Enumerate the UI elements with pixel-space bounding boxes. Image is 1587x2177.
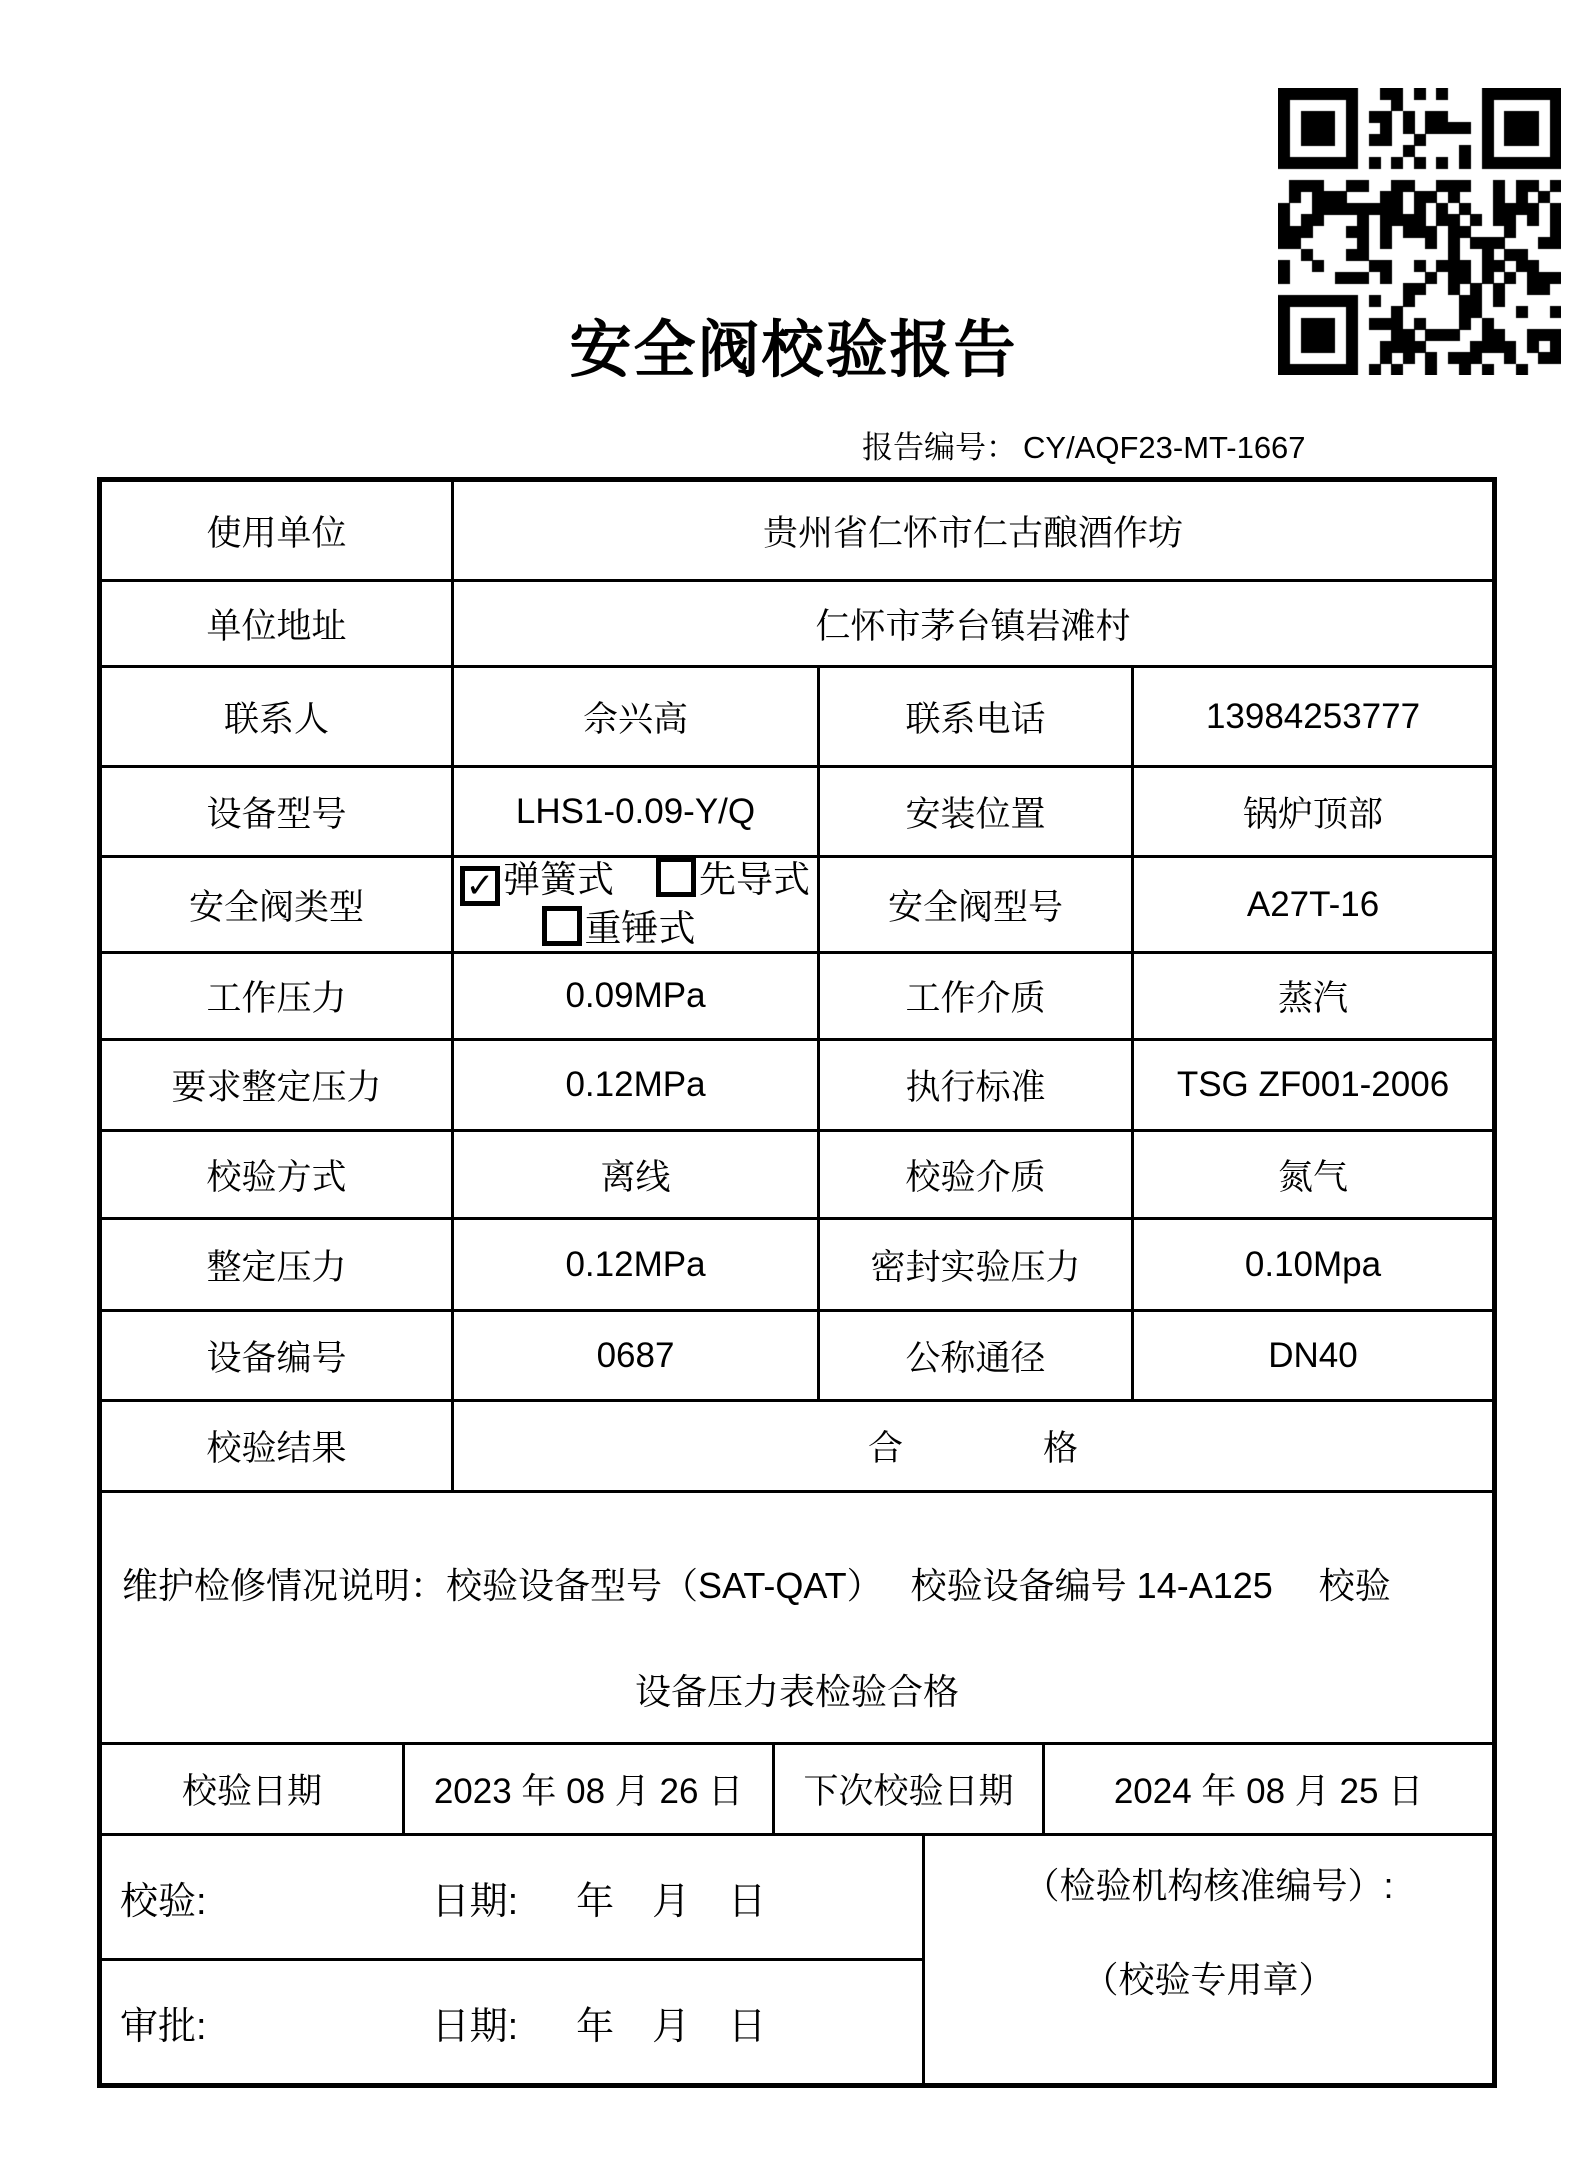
table-row [102, 768, 1492, 858]
set-pressure-value: 0.12MPa [454, 1220, 820, 1309]
seal-pressure-value: 0.10Mpa [1244, 1244, 1382, 1284]
calibration-seal: （校验专用章） [1082, 1959, 1335, 2000]
table-row [102, 482, 1492, 582]
contact-value: 佘兴高 [454, 668, 820, 765]
valve-type-options [454, 858, 820, 951]
req-set-pressure-value: 0.12MPa [454, 1041, 820, 1129]
table-row [102, 1402, 1492, 1493]
org-seal-cell [925, 1836, 1492, 2083]
calib-method-value: 离线 [454, 1132, 820, 1217]
standard-value: TSG ZF001-2006 [1176, 1065, 1450, 1104]
calibrator-ymd: 年 月 日 [576, 1880, 767, 1923]
work-pressure-label: 工作压力 [102, 954, 454, 1038]
calibrator-date-label: 日期: [431, 1880, 519, 1923]
approver-sign-row [102, 1961, 922, 2083]
result-label: 校验结果 [102, 1402, 454, 1490]
signature-left [102, 1836, 925, 2083]
valve-type-label: 安全阀类型 [102, 858, 454, 951]
diameter-value: DN40 [1268, 1335, 1358, 1375]
calib-medium-label: 校验介质 [820, 1132, 1134, 1217]
req-set-pressure-label: 要求整定压力 [102, 1041, 454, 1129]
seal-pressure-label: 密封实验压力 [820, 1220, 1134, 1309]
table-row [102, 1132, 1492, 1220]
table-row [102, 668, 1492, 768]
valve-model-label: 安全阀型号 [820, 858, 1134, 951]
signature-block [102, 1836, 1492, 2083]
report-table [97, 477, 1497, 2088]
contact-label: 联系人 [102, 668, 454, 765]
result-value: 合 格 [867, 1429, 1078, 1468]
standard-label: 执行标准 [820, 1041, 1134, 1129]
use-unit-label: 使用单位 [102, 482, 454, 579]
calib-method-label: 校验方式 [102, 1132, 454, 1217]
table-row [102, 1745, 1492, 1836]
checkbox-checked-icon: ✓ [460, 866, 500, 906]
use-unit-value: 贵州省仁怀市仁古酿酒作坊 [762, 513, 1183, 553]
unit-address-value: 仁怀市茅台镇岩滩村 [815, 606, 1131, 646]
diameter-label: 公称通径 [820, 1312, 1134, 1399]
checkbox-unchecked-icon [542, 906, 582, 946]
approver-date-label: 日期: [431, 2005, 519, 2048]
calib-date-label: 校验日期 [102, 1745, 405, 1833]
table-row [102, 582, 1492, 668]
page-title: 安全阀校验报告 [569, 317, 1018, 385]
table-row [102, 954, 1492, 1041]
valve-model-value: A27T-16 [1246, 884, 1380, 924]
approver-label: 审批: [120, 2005, 207, 2048]
report-number-value: CY/AQF23-MT-1667 [1023, 430, 1306, 465]
table-row [102, 1312, 1492, 1402]
report-number [862, 422, 1306, 467]
table-row [102, 1220, 1492, 1312]
phone-label: 联系电话 [820, 668, 1134, 765]
phone-value: 13984253777 [1205, 696, 1421, 736]
valve-option-weight: 重锤式 [584, 908, 696, 949]
device-model-label: 设备型号 [102, 768, 454, 855]
calibrator-label: 校验: [120, 1880, 207, 1923]
calibrator-sign-row [102, 1836, 922, 1961]
work-medium-value: 蒸汽 [1277, 979, 1348, 1018]
set-pressure-label: 整定压力 [102, 1220, 454, 1309]
qr-code-icon [1278, 88, 1561, 375]
approver-ymd: 年 月 日 [576, 2005, 767, 2048]
table-row [102, 858, 1492, 954]
valve-option-pilot: 先导式 [699, 859, 810, 900]
calib-date-value: 2023 年 08 月 26 日 [405, 1745, 775, 1833]
org-approval-number: （检验机构核准编号）: [1023, 1865, 1394, 1906]
next-date-label: 下次校验日期 [775, 1745, 1045, 1833]
unit-address-label: 单位地址 [102, 582, 454, 665]
maintenance-note-line2: 设备压力表检验合格 [634, 1671, 959, 1712]
install-pos-label: 安装位置 [820, 768, 1134, 855]
calib-medium-value: 氮气 [1277, 1157, 1348, 1197]
maintenance-note [102, 1493, 1492, 1745]
work-pressure-value: 0.09MPa [454, 954, 820, 1038]
device-no-label: 设备编号 [102, 1312, 454, 1399]
valve-option-spring: 弹簧式 [503, 859, 614, 900]
checkbox-unchecked-icon [656, 857, 696, 897]
device-model-value: LHS1-0.09-Y/Q [454, 768, 820, 855]
valve-type-line1 [460, 857, 810, 906]
next-date-value: 2024 年 08 月 25 日 [1113, 1772, 1424, 1811]
work-medium-label: 工作介质 [820, 954, 1134, 1038]
table-row [102, 1041, 1492, 1132]
report-number-label: 报告编号： [862, 430, 1017, 465]
valve-type-line2 [542, 906, 696, 952]
maintenance-note-line1: 维护检修情况说明：校验设备型号（SAT-QAT） 校验设备编号 14-A125 校验 [122, 1565, 1391, 1606]
device-no-value: 0687 [454, 1312, 820, 1399]
install-pos-value: 锅炉顶部 [1242, 794, 1383, 834]
